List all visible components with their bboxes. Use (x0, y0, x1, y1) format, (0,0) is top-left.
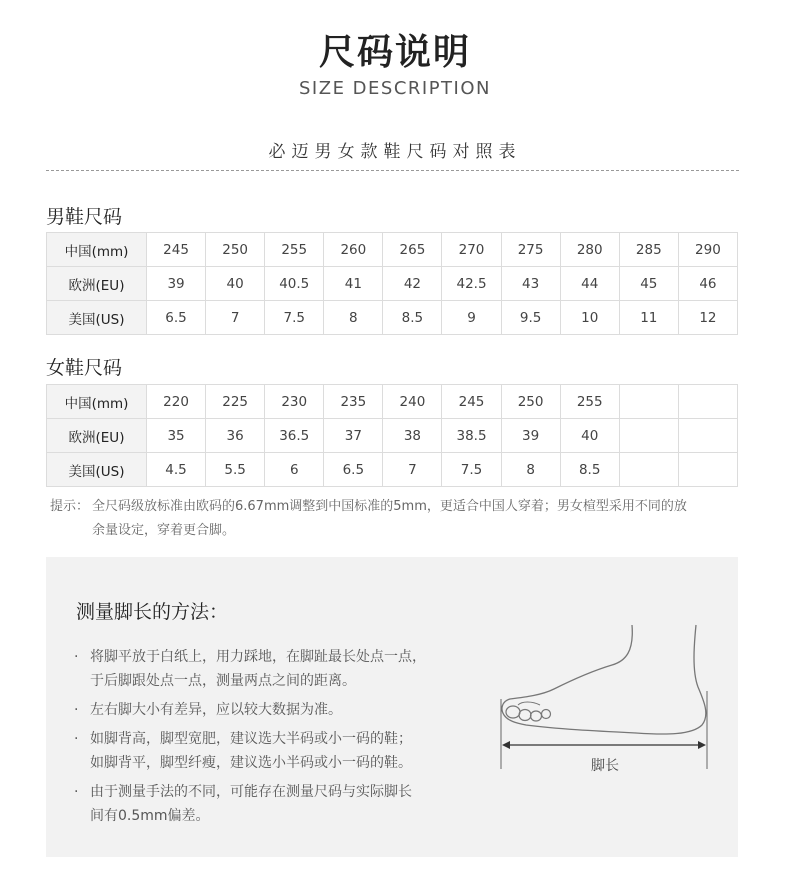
size-row (47, 301, 738, 335)
size-cell: 36 (206, 419, 265, 453)
size-cell: 46 (678, 267, 737, 301)
size-cell: 9.5 (501, 301, 560, 335)
size-cell: 42 (383, 267, 442, 301)
size-cell: 37 (324, 419, 383, 453)
instruction-line: 于后脚跟处点一点，测量两点之间的距离。 (90, 673, 356, 689)
men-size-title: 男鞋尺码 (46, 206, 123, 228)
size-cell: 260 (324, 233, 383, 267)
size-cell: 10 (560, 301, 619, 335)
size-cell (678, 419, 737, 453)
dashed-divider (46, 170, 739, 171)
measure-panel (46, 557, 738, 857)
size-note (50, 495, 742, 543)
size-cell (619, 419, 678, 453)
size-cell: 8.5 (383, 301, 442, 335)
size-row (47, 385, 738, 419)
instruction-line: 由于测量手法的不同，可能存在测量尺码与实际脚长 (90, 784, 412, 800)
size-cell: 40 (206, 267, 265, 301)
size-cell: 8 (501, 453, 560, 487)
size-cell: 7 (206, 301, 265, 335)
size-cell (678, 453, 737, 487)
size-cell: 5.5 (206, 453, 265, 487)
size-cell: 41 (324, 267, 383, 301)
instruction-line: 如脚背高，脚型宽肥，建议选大半码或小一码的鞋； (90, 731, 412, 747)
size-cell: 7 (383, 453, 442, 487)
instruction-line: 左右脚大小有差异，应以较大数据为准。 (90, 702, 342, 718)
instruction-item (74, 727, 514, 775)
size-row-label: 欧洲(EU) (47, 267, 147, 301)
size-cell: 45 (619, 267, 678, 301)
size-row-label: 美国(US) (47, 453, 147, 487)
page-subtitle: SIZE DESCRIPTION (299, 78, 491, 99)
men-size-table (46, 232, 738, 335)
size-cell: 42.5 (442, 267, 501, 301)
size-cell: 43 (501, 267, 560, 301)
size-cell: 7.5 (265, 301, 324, 335)
size-cell: 44 (560, 267, 619, 301)
size-row (47, 453, 738, 487)
instruction-item (74, 780, 514, 828)
bullet-icon: · (74, 702, 79, 718)
size-cell: 250 (501, 385, 560, 419)
size-cell: 255 (560, 385, 619, 419)
size-cell: 35 (147, 419, 206, 453)
size-cell: 6.5 (324, 453, 383, 487)
instruction-item (74, 698, 514, 722)
size-cell: 255 (265, 233, 324, 267)
size-cell: 245 (147, 233, 206, 267)
size-cell: 6.5 (147, 301, 206, 335)
size-cell: 280 (560, 233, 619, 267)
note-line-1: 全尺码级放标准由欧码的6.67mm调整到中国标准的5mm，更适合中国人穿着；男女楦型采用不同的放 (92, 499, 687, 514)
size-cell: 4.5 (147, 453, 206, 487)
size-row (47, 233, 738, 267)
size-cell: 250 (206, 233, 265, 267)
size-cell: 220 (147, 385, 206, 419)
size-cell: 6 (265, 453, 324, 487)
size-row (47, 267, 738, 301)
bullet-icon: · (74, 731, 79, 747)
size-cell: 240 (383, 385, 442, 419)
bullet-icon: · (74, 649, 79, 665)
size-cell: 12 (678, 301, 737, 335)
size-cell: 230 (265, 385, 324, 419)
size-cell: 235 (324, 385, 383, 419)
size-cell: 8.5 (560, 453, 619, 487)
size-cell: 275 (501, 233, 560, 267)
size-cell: 40.5 (265, 267, 324, 301)
size-cell: 39 (501, 419, 560, 453)
page-title: 尺码说明 (318, 32, 471, 73)
size-cell: 38 (383, 419, 442, 453)
size-cell: 36.5 (265, 419, 324, 453)
instruction-item (74, 645, 514, 693)
measure-instructions (74, 645, 514, 833)
size-row-label: 中国(mm) (47, 385, 147, 419)
size-cell (619, 385, 678, 419)
size-row-label: 欧洲(EU) (47, 419, 147, 453)
foot-length-label: 脚长 (591, 758, 619, 774)
instruction-line: 将脚平放于白纸上，用力踩地，在脚趾最长处点一点， (90, 649, 426, 665)
size-cell: 11 (619, 301, 678, 335)
instruction-line: 间有0.5mm偏差。 (90, 808, 210, 824)
size-cell: 38.5 (442, 419, 501, 453)
size-cell: 285 (619, 233, 678, 267)
instruction-line: 如脚背平，脚型纤瘦，建议选小半码或小一码的鞋。 (90, 755, 412, 771)
size-row (47, 419, 738, 453)
women-size-table (46, 384, 738, 487)
size-row-label: 美国(US) (47, 301, 147, 335)
size-cell: 245 (442, 385, 501, 419)
size-cell: 265 (383, 233, 442, 267)
size-cell: 270 (442, 233, 501, 267)
bullet-icon: · (74, 784, 79, 800)
size-cell: 39 (147, 267, 206, 301)
size-cell: 225 (206, 385, 265, 419)
size-cell (678, 385, 737, 419)
size-cell: 290 (678, 233, 737, 267)
size-cell (619, 453, 678, 487)
size-cell: 40 (560, 419, 619, 453)
note-label: 提示： (50, 499, 90, 514)
note-line-2: 余量设定，穿着更合脚。 (92, 523, 236, 538)
size-cell: 8 (324, 301, 383, 335)
measure-title: 测量脚长的方法： (76, 601, 229, 623)
size-row-label: 中国(mm) (47, 233, 147, 267)
women-size-title: 女鞋尺码 (46, 357, 123, 379)
table-caption: 必迈男女款鞋尺码对照表 (268, 142, 522, 162)
size-cell: 9 (442, 301, 501, 335)
size-cell: 7.5 (442, 453, 501, 487)
